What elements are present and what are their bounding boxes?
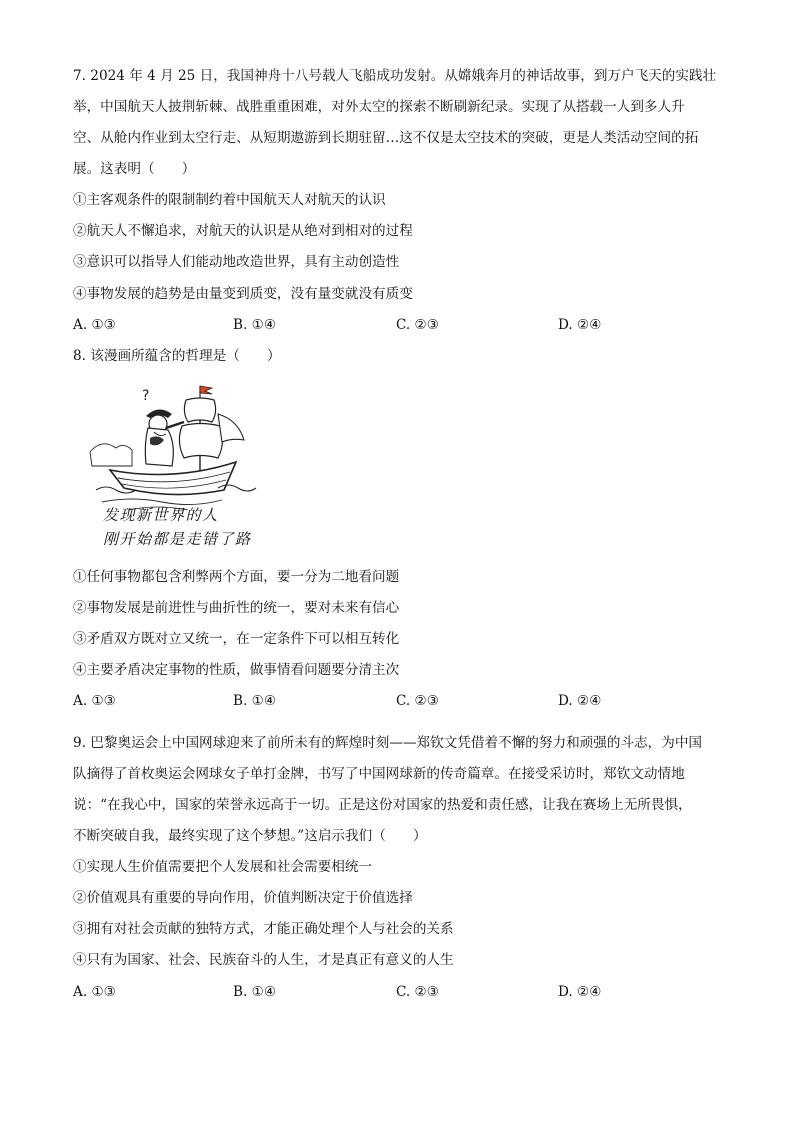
cartoon-caption-line-2: 刚开始都是走错了路 (103, 530, 252, 548)
svg-text:?: ? (142, 388, 150, 404)
q7-option-b: B. ①④ (233, 317, 277, 333)
q8-option-d: D. ②④ (558, 693, 602, 709)
q8-statement-1: ①任何事物都包含利弊两个方面，要一分为二地看问题 (73, 569, 400, 585)
q7-stem-line-3: 空、从舱内作业到太空行走、从短期遨游到长期驻留…这不仅是太空技术的突破，更是人类活动空间的拓 (73, 130, 699, 146)
q8-statement-2: ②事物发展是前进性与曲折性的统一，要对未来有信心 (73, 600, 400, 616)
q7-statement-4: ④事物发展的趋势是由量变到质变，没有量变就没有质变 (73, 286, 413, 302)
q9-stem-line-1: 9. 巴黎奥运会上中国网球迎来了前所未有的辉煌时刻——郑钦文凭借着不懈的努力和顽强的斗志，为中国 (73, 735, 703, 751)
q9-stem-line-2: 队摘得了首枚奥运会网球女子单打金牌，书写了中国网球新的传奇篇章。在接受采访时，郑钦文动情地 (73, 766, 685, 782)
q9-stem-line-3: 说：“在我心中，国家的荣誉永远高于一切。正是这份对国家的热爱和责任感，让我在赛场上无所畏惧， (73, 797, 692, 813)
q9-statement-2: ②价值观具有重要的导向作用，价值判断决定于价值选择 (73, 890, 413, 906)
q9-stem-line-4: 不断突破自我，最终实现了这个梦想。”这启示我们（ ） (73, 828, 427, 844)
q7-option-a: A. ①③ (73, 317, 116, 333)
q7-statement-1: ①主客观条件的限制制约着中国航天人对航天的认识 (73, 192, 386, 208)
q9-option-d: D. ②④ (558, 984, 602, 1000)
q9-option-c: C. ②③ (396, 984, 439, 1000)
q9-statement-3: ③拥有对社会贡献的独特方式，才能正确处理个人与社会的关系 (73, 921, 454, 937)
q9-statement-1: ①实现人生价值需要把个人发展和社会需要相统一 (73, 859, 373, 875)
q9-statement-4: ④只有为国家、社会、民族奋斗的人生，才是真正有意义的人生 (73, 952, 454, 968)
q8-statement-4: ④主要矛盾决定事物的性质，做事情看问题要分清主次 (73, 662, 400, 678)
q7-option-c: C. ②③ (396, 317, 439, 333)
q7-stem-line-4: 展。这表明（ ） (73, 161, 196, 177)
q9-option-b: B. ①④ (233, 984, 277, 1000)
q8-option-a: A. ①③ (73, 693, 116, 709)
q7-statement-3: ③意识可以指导人们能动地改造世界，具有主动创造性 (73, 254, 400, 270)
q8-statement-3: ③矛盾双方既对立又统一，在一定条件下可以相互转化 (73, 631, 400, 647)
q8-stem: 8. 该漫画所蕴含的哲理是（ ） (73, 348, 281, 364)
q7-stem-line-1: 7. 2024 年 4 月 25 日，我国神舟十八号载人飞船成功发射。从嫦娥奔月的神话故事，到万户飞天的实践壮 (73, 68, 717, 84)
q8-option-b: B. ①④ (233, 693, 277, 709)
q9-option-a: A. ①③ (73, 984, 116, 1000)
q7-statement-2: ②航天人不懈追求，对航天的认识是从绝对到相对的过程 (73, 223, 413, 239)
q8-option-c: C. ②③ (396, 693, 439, 709)
q7-stem-line-2: 举，中国航天人披荆斩棘、战胜重重困难，对外太空的探索不断刷新纪录。实现了从搭载一人到多人升 (73, 99, 685, 115)
cartoon-caption-line-1: 发现新世界的人 (103, 506, 219, 524)
q7-option-d: D. ②④ (558, 317, 602, 333)
